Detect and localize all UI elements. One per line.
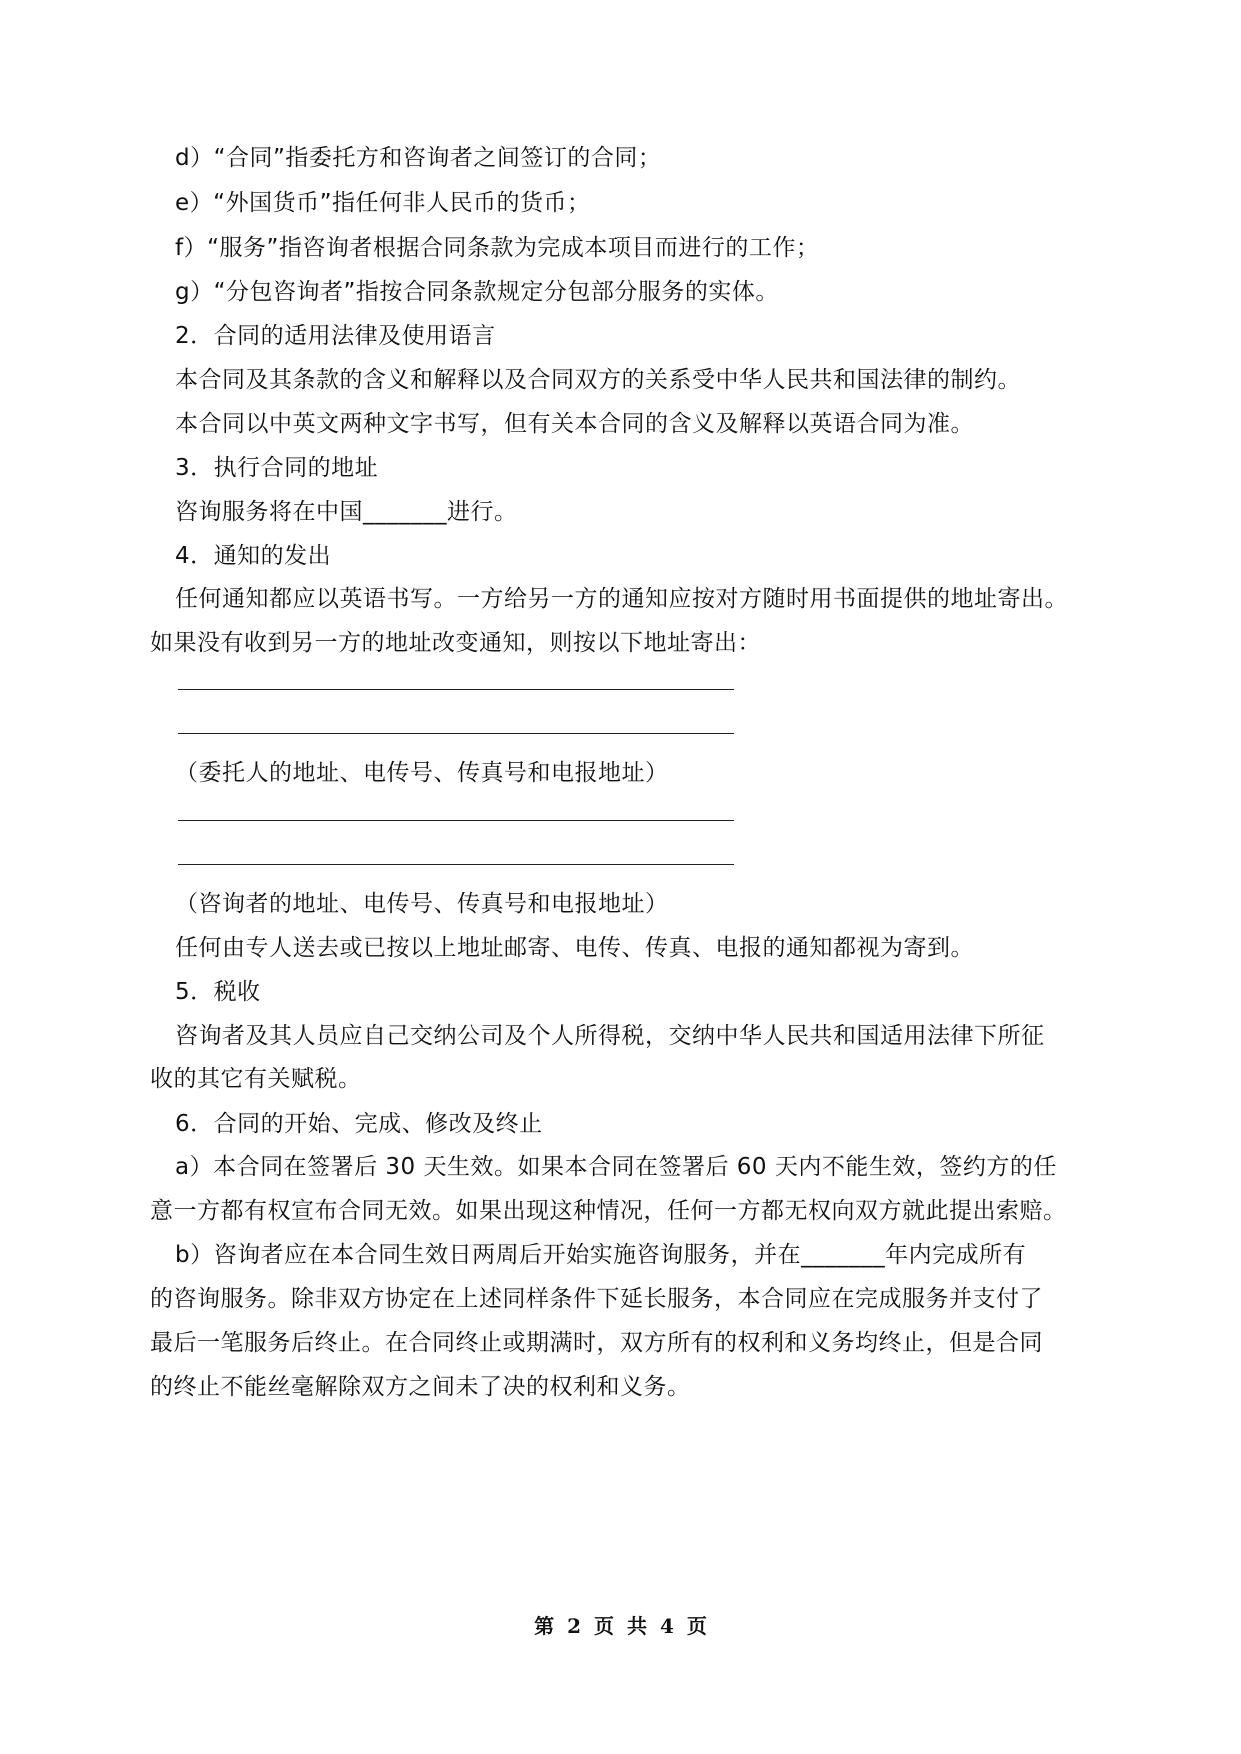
paragraph-line: 的终止不能丝毫解除双方之间未了决的权利和义务。 — [150, 1374, 691, 1400]
paragraph-line: 任何通知都应以英语书写。一方给另一方的通知应按对方随时用书面提供的地址寄出。 — [175, 586, 1068, 612]
address-blank-line — [178, 689, 734, 690]
definition-g: g）“分包咨询者”指按合同条款规定分包部分服务的实体。 — [175, 279, 779, 305]
address-blank-line — [178, 864, 734, 865]
paragraph-line: 咨询服务将在中国_______进行。 — [175, 499, 518, 525]
paragraph-line: 意一方都有权宣布合同无效。如果出现这种情况，任何一方都无权向双方就此提出索赔。 — [150, 1198, 1067, 1224]
client-address-caption: （委托人的地址、电传号、传真号和电报地址） — [175, 760, 669, 786]
page-number-footer: 第 2 页 共 4 页 — [534, 1614, 707, 1638]
paragraph-line: 任何由专人送去或已按以上地址邮寄、电传、传真、电报的通知都视为寄到。 — [175, 935, 974, 961]
paragraph-line: 本合同及其条款的含义和解释以及合同双方的关系受中华人民共和国法律的制约。 — [175, 367, 1021, 393]
section-heading-5: 5．税收 — [175, 979, 261, 1005]
paragraph-line: 如果没有收到另一方的地址改变通知，则按以下地址寄出： — [150, 630, 761, 656]
consultant-address-caption: （咨询者的地址、电传号、传真号和电报地址） — [175, 891, 669, 917]
paragraph-line: 最后一笔服务后终止。在合同终止或期满时，双方所有的权利和义务均终止，但是合同 — [150, 1330, 1043, 1356]
address-blank-line — [178, 820, 734, 821]
paragraph-line: 的咨询服务。除非双方协定在上述同样条件下延长服务，本合同应在完成服务并支付了 — [150, 1286, 1043, 1312]
definition-e: e）“外国货币”指任何非人民币的货币； — [175, 190, 591, 216]
section-heading-3: 3．执行合同的地址 — [175, 455, 379, 481]
paragraph-line: b）咨询者应在本合同生效日两周后开始实施咨询服务，并在_______年内完成所有 — [175, 1242, 1027, 1268]
definition-d: d）“合同”指委托方和咨询者之间签订的合同； — [175, 145, 662, 171]
section-heading-4: 4．通知的发出 — [175, 543, 332, 569]
paragraph-line: a）本合同在签署后 30 天生效。如果本合同在签署后 60 天内不能生效，签约方的任 — [175, 1154, 1057, 1180]
address-blank-line — [178, 733, 734, 734]
section-heading-6: 6．合同的开始、完成、修改及终止 — [175, 1111, 543, 1137]
paragraph-line: 咨询者及其人员应自己交纳公司及个人所得税，交纳中华人民共和国适用法律下所征 — [175, 1023, 1045, 1049]
paragraph-line: 本合同以中英文两种文字书写，但有关本合同的含义及解释以英语合同为准。 — [175, 411, 974, 437]
definition-f: f）“服务”指咨询者根据合同条款为完成本项目而进行的工作； — [175, 235, 820, 261]
section-heading-2: 2．合同的适用法律及使用语言 — [175, 323, 496, 349]
paragraph-line: 收的其它有关赋税。 — [150, 1066, 362, 1092]
